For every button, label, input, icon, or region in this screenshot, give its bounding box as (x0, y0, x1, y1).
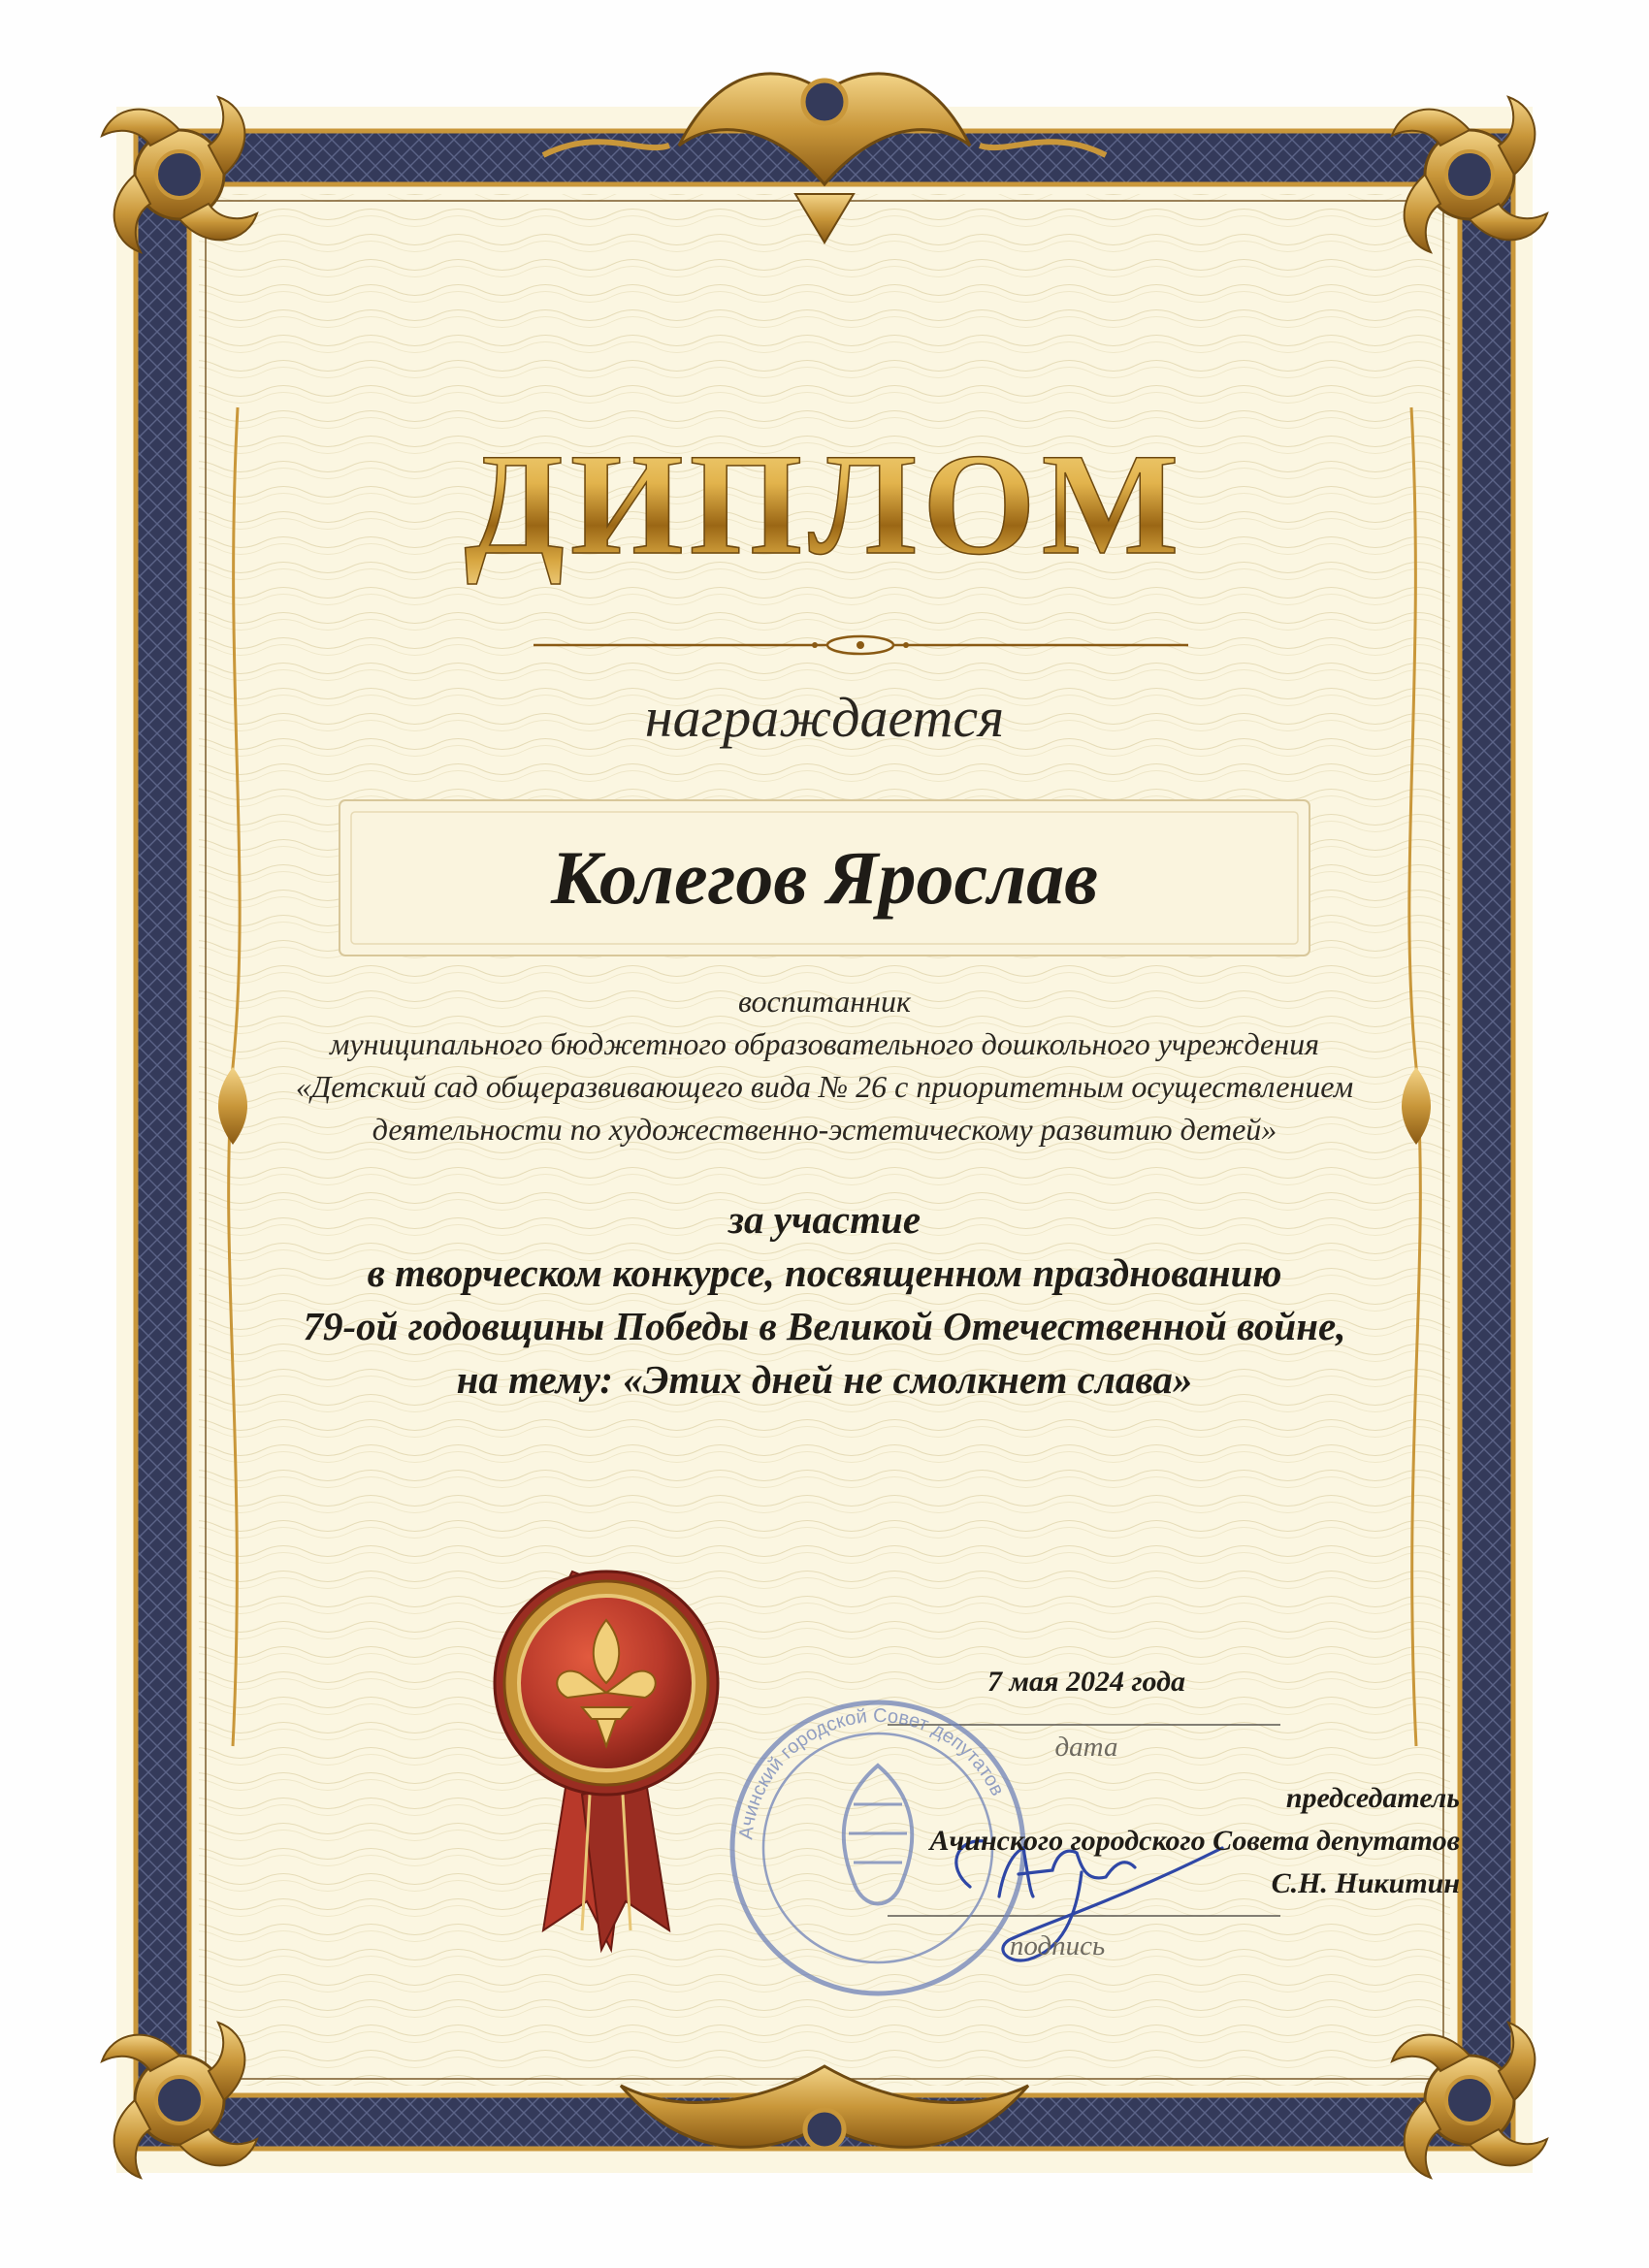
signer-position: председатель (1285, 1782, 1460, 1814)
signer-name: С.Н. Никитин (1271, 1867, 1460, 1899)
signature-caption: подпись (1009, 1930, 1106, 1961)
svg-text:Ачинский городской Совет депут: Ачинский городской Совет депутатов (735, 1704, 1009, 1841)
signer-organization: Ачинского городского Совета депутатов (929, 1825, 1460, 1857)
description-line: муниципального бюджетного образовательного дошкольного учреждения (330, 1026, 1319, 1061)
description-line: «Детский сад общеразвивающего вида № 26 с приоритетным осуществлением (295, 1069, 1354, 1104)
award-date: 7 мая 2024 года (986, 1666, 1186, 1698)
awarded-text: награждается (644, 686, 1005, 749)
description-line: деятельности по художественно-эстетическому развитию детей» (372, 1112, 1277, 1147)
reason-line: 79-ой годовщины Победы в Великой Отечественной войне, (303, 1304, 1346, 1348)
reason-line: за участие (728, 1197, 922, 1242)
description-line: воспитанник (738, 984, 911, 1019)
diploma-title: ДИПЛОМ (0, 417, 1649, 592)
award-reason (0, 1193, 1649, 1407)
reason-line: в творческом конкурсе, посвященном празднованию (367, 1250, 1282, 1295)
date-caption: дата (1054, 1732, 1118, 1763)
reason-line: на тему: «Этих дней не смолкнет слава» (456, 1357, 1193, 1402)
recipient-description (0, 980, 1649, 1150)
signer-block (737, 1777, 1460, 1905)
recipient-name: Колегов Ярослав (550, 835, 1098, 920)
